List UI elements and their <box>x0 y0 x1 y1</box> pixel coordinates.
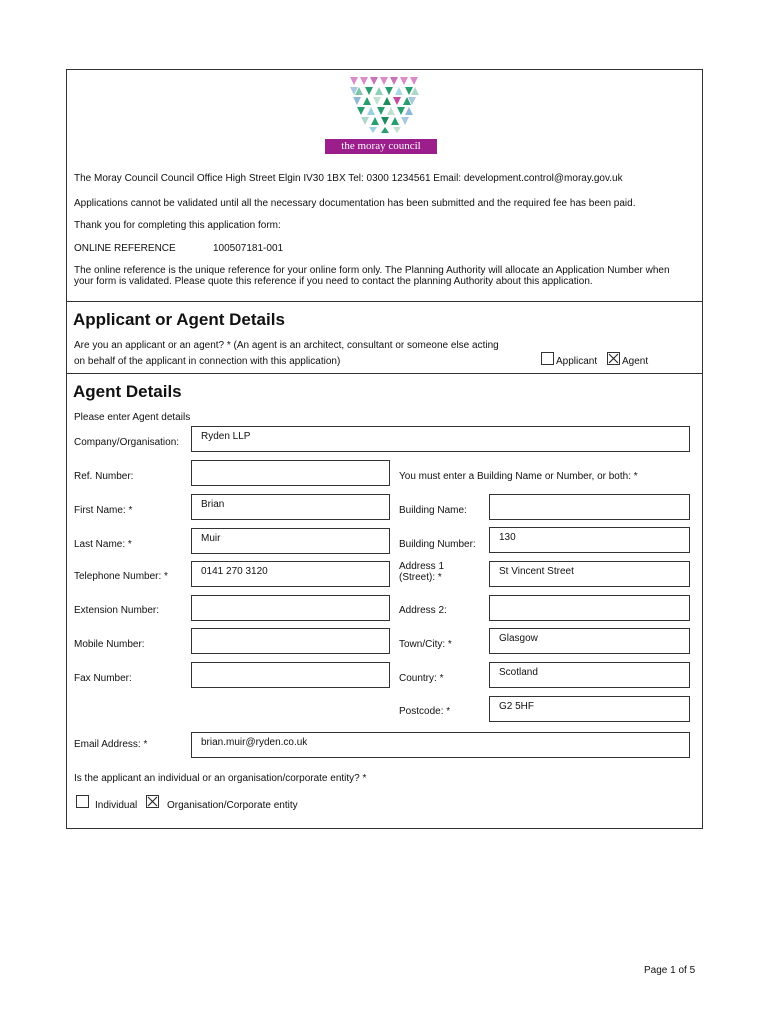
applicant-or-agent-title: Applicant or Agent Details <box>73 310 285 329</box>
building-number-field[interactable] <box>489 527 690 553</box>
town-value: Glasgow <box>499 633 538 644</box>
ref-number-field[interactable] <box>191 460 390 486</box>
agent-details-title: Agent Details <box>73 382 182 401</box>
telephone-field[interactable] <box>191 561 390 587</box>
fax-field[interactable] <box>191 662 390 688</box>
first-name-value: Brian <box>201 499 225 510</box>
thanks-text: Thank you for completing this application form: <box>74 220 281 231</box>
ref-number-label: Ref. Number: <box>74 471 134 482</box>
online-reference-value: 100507181-001 <box>213 243 284 254</box>
address1-field[interactable] <box>489 561 690 587</box>
postcode-field[interactable] <box>489 696 690 722</box>
country-value: Scotland <box>499 667 538 678</box>
building-requirement-note: You must enter a Building Name or Number, or both: * <box>399 471 638 482</box>
building-name-field[interactable] <box>489 494 690 520</box>
building-name-label: Building Name: <box>399 505 467 516</box>
company-label: Company/Organisation: <box>74 437 180 448</box>
address1-value: St Vincent Street <box>499 566 574 577</box>
applicant-option-label: Applicant <box>556 356 598 367</box>
fax-label: Fax Number: <box>74 673 132 684</box>
company-value: Ryden LLP <box>201 431 251 442</box>
address2-field[interactable] <box>489 595 690 621</box>
first-name-label: First Name: * <box>74 505 133 516</box>
address1-label-line-1: Address 1 <box>399 561 445 572</box>
building-number-label: Building Number: <box>399 539 476 550</box>
company-field[interactable] <box>191 426 690 452</box>
country-label: Country: * <box>399 673 444 684</box>
extension-field[interactable] <box>191 595 390 621</box>
address2-label: Address 2: <box>399 605 447 616</box>
last-name-label: Last Name: * <box>74 539 132 550</box>
mobile-label: Mobile Number: <box>74 639 145 650</box>
applicant-question-line-1: Are you an applicant or an agent? * (An agent is an architect, consultant or someone else acting <box>74 340 499 351</box>
individual-option-label: Individual <box>95 800 138 811</box>
last-name-value: Muir <box>201 533 221 544</box>
checkbox-x-icon <box>608 353 619 364</box>
organisation-option-label: Organisation/Corporate entity <box>167 800 298 811</box>
agent-checkbox[interactable] <box>607 352 620 365</box>
postcode-value: G2 5HF <box>499 701 535 712</box>
agent-option-label: Agent <box>622 356 649 367</box>
council-address: The Moray Council Council Office High Street Elgin IV30 1BX Tel: 0300 1234561 Email: development.control@moray.gov.uk <box>74 173 623 184</box>
mobile-field[interactable] <box>191 628 390 654</box>
applicant-question-line-2: on behalf of the applicant in connection with this application) <box>74 356 341 367</box>
postcode-label: Postcode: * <box>399 706 451 717</box>
entity-question: Is the applicant an individual or an organisation/corporate entity? * <box>74 773 367 784</box>
last-name-field[interactable] <box>191 528 390 554</box>
applicant-checkbox[interactable] <box>541 352 554 365</box>
checkbox-x-icon <box>147 796 158 807</box>
first-name-field[interactable] <box>191 494 390 520</box>
organisation-checkbox[interactable] <box>146 795 159 808</box>
agent-instructions: Please enter Agent details <box>74 412 191 423</box>
page-number: Page 1 of 5 <box>644 965 696 976</box>
telephone-label: Telephone Number: * <box>74 571 168 582</box>
telephone-value: 0141 270 3120 <box>201 566 268 577</box>
individual-checkbox[interactable] <box>76 795 89 808</box>
logo-triangles-icon <box>345 75 425 133</box>
validation-note: Applications cannot be validated until all the necessary documentation has been submitted and the required fee has been paid. <box>74 198 636 209</box>
reference-note-line-2: your form is validated. Please quote this reference if you need to contact the planning Authority about this application. <box>74 276 593 287</box>
town-label: Town/City: * <box>399 639 452 650</box>
address1-label-line-2: (Street): * <box>399 572 442 583</box>
online-reference-label: ONLINE REFERENCE <box>74 243 176 254</box>
country-field[interactable] <box>489 662 690 688</box>
email-label: Email Address: * <box>74 739 148 750</box>
council-logo-text: the moray council <box>325 139 437 154</box>
town-field[interactable] <box>489 628 690 654</box>
extension-label: Extension Number: <box>74 605 160 616</box>
reference-note-line-1: The online reference is the unique reference for your online form only. The Planning Authority will allocate an Application Number when <box>74 265 670 276</box>
email-field[interactable] <box>191 732 690 758</box>
email-value: brian.muir@ryden.co.uk <box>201 737 308 748</box>
building-number-value: 130 <box>499 532 516 543</box>
